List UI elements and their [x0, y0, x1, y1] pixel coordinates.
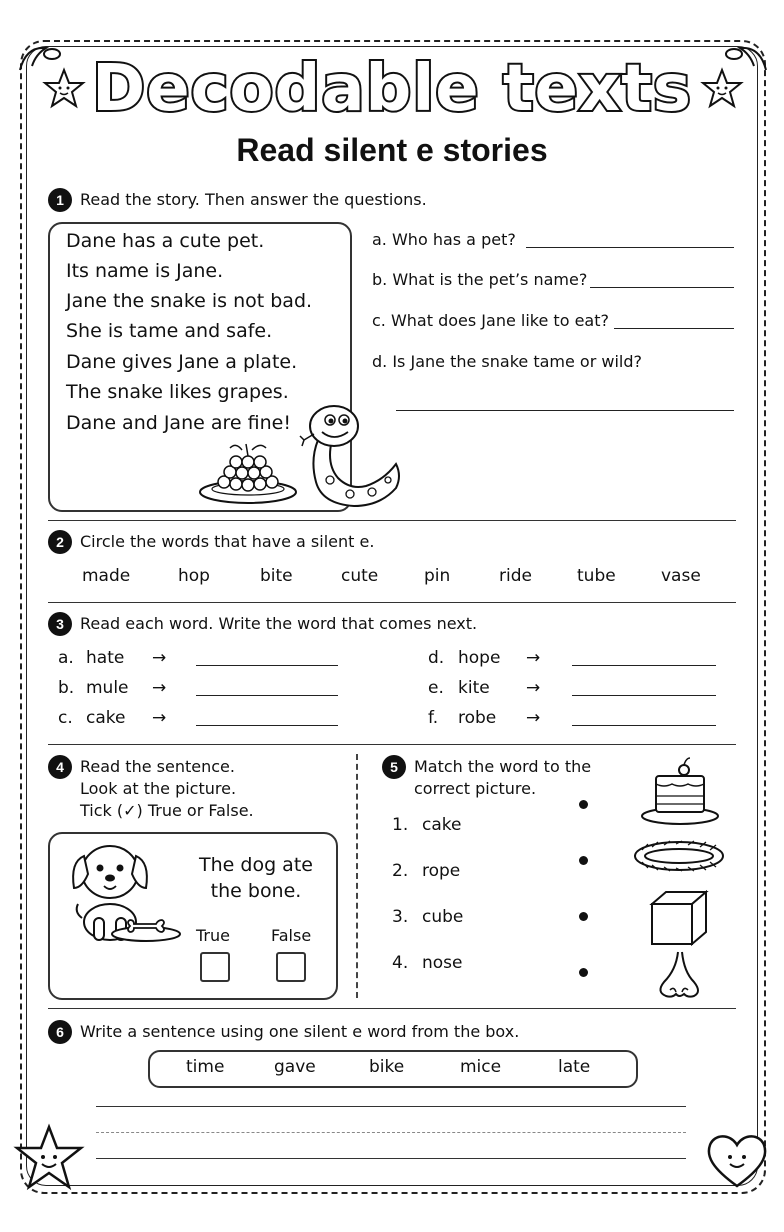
arrow-icon: → — [526, 678, 541, 698]
story-line: Dane gives Jane a plate. — [66, 351, 298, 373]
section-number: 4 — [48, 755, 72, 779]
circle-word[interactable]: cute — [341, 566, 379, 586]
question-b: b. What is the pet’s name? — [372, 270, 588, 289]
story-line: The snake likes grapes. — [66, 381, 289, 403]
answer-blank[interactable] — [196, 725, 338, 726]
item-letter: a. — [58, 648, 74, 668]
page-subtitle: Read silent e stories — [236, 132, 548, 168]
answer-blank[interactable] — [526, 247, 734, 248]
item-letter: d. — [428, 648, 445, 668]
writing-line[interactable] — [96, 1158, 686, 1159]
false-label: False — [271, 926, 312, 945]
circle-word[interactable]: made — [82, 566, 131, 586]
section3-instruction: Read each word. Write the word that comes next. — [80, 614, 478, 633]
answer-blank[interactable] — [196, 665, 338, 666]
page-title: Decodable texts — [92, 52, 692, 126]
section5-instruction: correct picture. — [414, 779, 537, 798]
item-word: robe — [458, 708, 497, 728]
section6-instruction: Write a sentence using one silent e word from the box. — [80, 1022, 520, 1041]
false-checkbox[interactable] — [276, 952, 306, 982]
question-c: c. What does Jane like to eat? — [372, 311, 609, 330]
writing-guide-line — [96, 1132, 686, 1133]
match-word: nose — [422, 953, 463, 973]
tf-sentence: the bone. — [210, 880, 302, 902]
circle-word[interactable]: pin — [424, 566, 451, 586]
arrow-icon: → — [152, 678, 167, 698]
match-number: 1. — [392, 815, 409, 835]
star-icon — [14, 1124, 84, 1190]
tf-sentence: The dog ate — [199, 854, 313, 876]
section-divider — [48, 1008, 736, 1009]
circle-word[interactable]: ride — [499, 566, 532, 586]
section4-instruction: Look at the picture. — [80, 779, 237, 798]
section4-instruction: Tick (✓) True or False. — [80, 801, 254, 820]
circle-word[interactable]: tube — [577, 566, 616, 586]
section-number: 3 — [48, 612, 72, 636]
question-a: a. Who has a pet? — [372, 230, 516, 249]
item-word: cake — [86, 708, 126, 728]
arrow-icon: → — [152, 708, 167, 728]
circle-word[interactable]: hop — [178, 566, 210, 586]
match-word: cube — [422, 907, 464, 927]
item-letter: b. — [58, 678, 75, 698]
section-number: 1 — [48, 188, 72, 212]
arrow-icon: → — [152, 648, 167, 668]
answer-blank[interactable] — [614, 328, 734, 329]
match-dot[interactable] — [579, 968, 588, 977]
word-box-word: mice — [460, 1057, 502, 1077]
cube-icon[interactable] — [648, 888, 710, 948]
section-divider — [48, 520, 736, 521]
section4-instruction: Read the sentence. — [80, 757, 235, 776]
word-box-word: bike — [369, 1057, 405, 1077]
word-box-word: late — [558, 1057, 591, 1077]
match-word: cake — [422, 815, 462, 835]
story-line: Dane has a cute pet. — [66, 230, 265, 252]
arrow-icon: → — [526, 708, 541, 728]
section-divider — [48, 744, 736, 745]
section-number: 5 — [382, 755, 406, 779]
cake-icon[interactable] — [640, 758, 720, 828]
grapes-plate-icon — [196, 440, 300, 506]
match-dot[interactable] — [579, 912, 588, 921]
answer-blank[interactable] — [196, 695, 338, 696]
nose-icon[interactable] — [656, 950, 702, 1000]
section5-instruction: Match the word to the — [414, 757, 592, 776]
rope-icon[interactable] — [632, 838, 726, 874]
item-word: mule — [86, 678, 129, 698]
story-line: Jane the snake is not bad. — [66, 290, 313, 312]
section2-instruction: Circle the words that have a silent e. — [80, 532, 375, 551]
word-box-word: gave — [274, 1057, 316, 1077]
match-number: 2. — [392, 861, 409, 881]
answer-blank[interactable] — [396, 410, 734, 411]
arrow-icon: → — [526, 648, 541, 668]
answer-blank[interactable] — [572, 725, 716, 726]
match-number: 4. — [392, 953, 409, 973]
match-dot[interactable] — [579, 856, 588, 865]
word-box-word: time — [186, 1057, 225, 1077]
match-dot[interactable] — [579, 800, 588, 809]
snake-icon — [300, 400, 412, 510]
item-letter: f. — [428, 708, 439, 728]
item-letter: e. — [428, 678, 444, 698]
true-label: True — [196, 926, 230, 945]
section-divider — [48, 602, 736, 603]
item-word: kite — [458, 678, 490, 698]
circle-word[interactable]: vase — [661, 566, 701, 586]
question-d: d. Is Jane the snake tame or wild? — [372, 352, 642, 371]
story-line: She is tame and safe. — [66, 320, 273, 342]
writing-line[interactable] — [96, 1106, 686, 1107]
story-line: Its name is Jane. — [66, 260, 224, 282]
section-number: 6 — [48, 1020, 72, 1044]
answer-blank[interactable] — [572, 695, 716, 696]
column-divider — [356, 754, 358, 998]
item-word: hope — [458, 648, 501, 668]
story-line: Dane and Jane are fine! — [66, 412, 291, 434]
answer-blank[interactable] — [572, 665, 716, 666]
heart-icon — [704, 1130, 770, 1190]
section-number: 2 — [48, 530, 72, 554]
true-checkbox[interactable] — [200, 952, 230, 982]
item-word: hate — [86, 648, 125, 668]
answer-blank[interactable] — [590, 287, 734, 288]
match-number: 3. — [392, 907, 409, 927]
dog-icon — [66, 838, 184, 944]
circle-word[interactable]: bite — [260, 566, 293, 586]
item-letter: c. — [58, 708, 73, 728]
match-word: rope — [422, 861, 461, 881]
section1-instruction: Read the story. Then answer the questions. — [80, 190, 427, 209]
